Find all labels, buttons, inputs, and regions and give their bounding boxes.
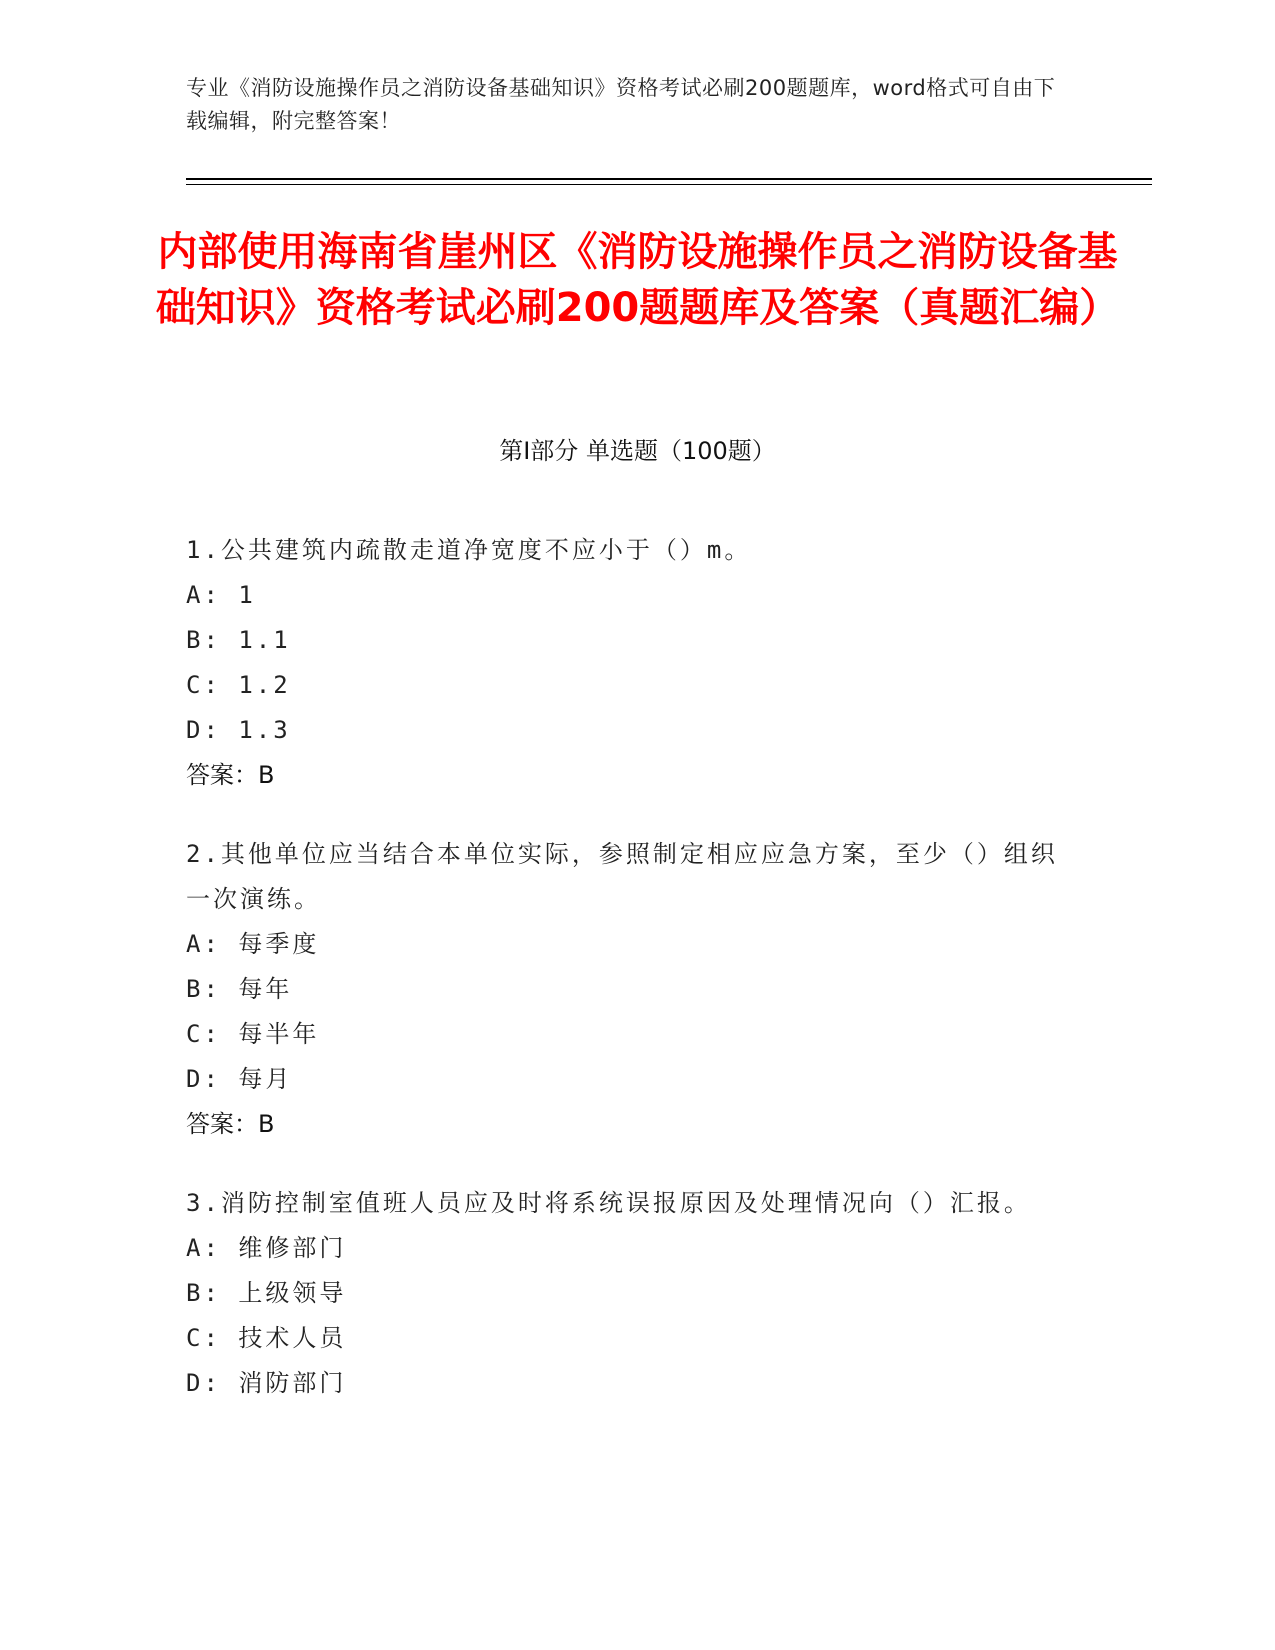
option-c: C: 1.2: [186, 671, 291, 699]
option-c: C: 每半年: [186, 1020, 320, 1048]
option-a: A: 1: [186, 581, 256, 609]
question-3: [186, 1181, 1066, 1406]
question-list: [186, 528, 1066, 1440]
header-rule-thick: [186, 178, 1152, 180]
header-rule-thin: [186, 184, 1152, 185]
option-a: A: 维修部门: [186, 1234, 347, 1262]
answer: 答案：B: [186, 761, 275, 789]
option-a: A: 每季度: [186, 930, 320, 958]
section-title: 第I部分 单选题（100题）: [499, 437, 776, 465]
answer: 答案：B: [186, 1110, 275, 1138]
question-2: [186, 832, 1066, 1147]
question-stem: 3.消防控制室值班人员应及时将系统误报原因及处理情况向（）汇报。: [186, 1189, 1031, 1217]
option-c: C: 技术人员: [186, 1324, 347, 1352]
header-note: 专业《消防设施操作员之消防设备基础知识》资格考试必刷200题题库，word格式可自由下载编辑，附完整答案！: [186, 76, 1056, 133]
option-d: D: 1.3: [186, 716, 291, 744]
option-d: D: 每月: [186, 1065, 293, 1093]
question-stem: 1.公共建筑内疏散走道净宽度不应小于（）m。: [186, 536, 752, 564]
question-stem: 2.其他单位应当结合本单位实际，参照制定相应应急方案，至少（）组织一次演练。: [186, 840, 1058, 913]
option-b: B: 1.1: [186, 626, 291, 654]
document-title: 内部使用海南省崖州区《消防设施操作员之消防设备基础知识》资格考试必刷200题题库及答案（真题汇编）: [155, 229, 1120, 331]
option-b: B: 上级领导: [186, 1279, 347, 1307]
question-1: [186, 528, 1066, 798]
option-d: D: 消防部门: [186, 1369, 347, 1397]
option-b: B: 每年: [186, 975, 293, 1003]
